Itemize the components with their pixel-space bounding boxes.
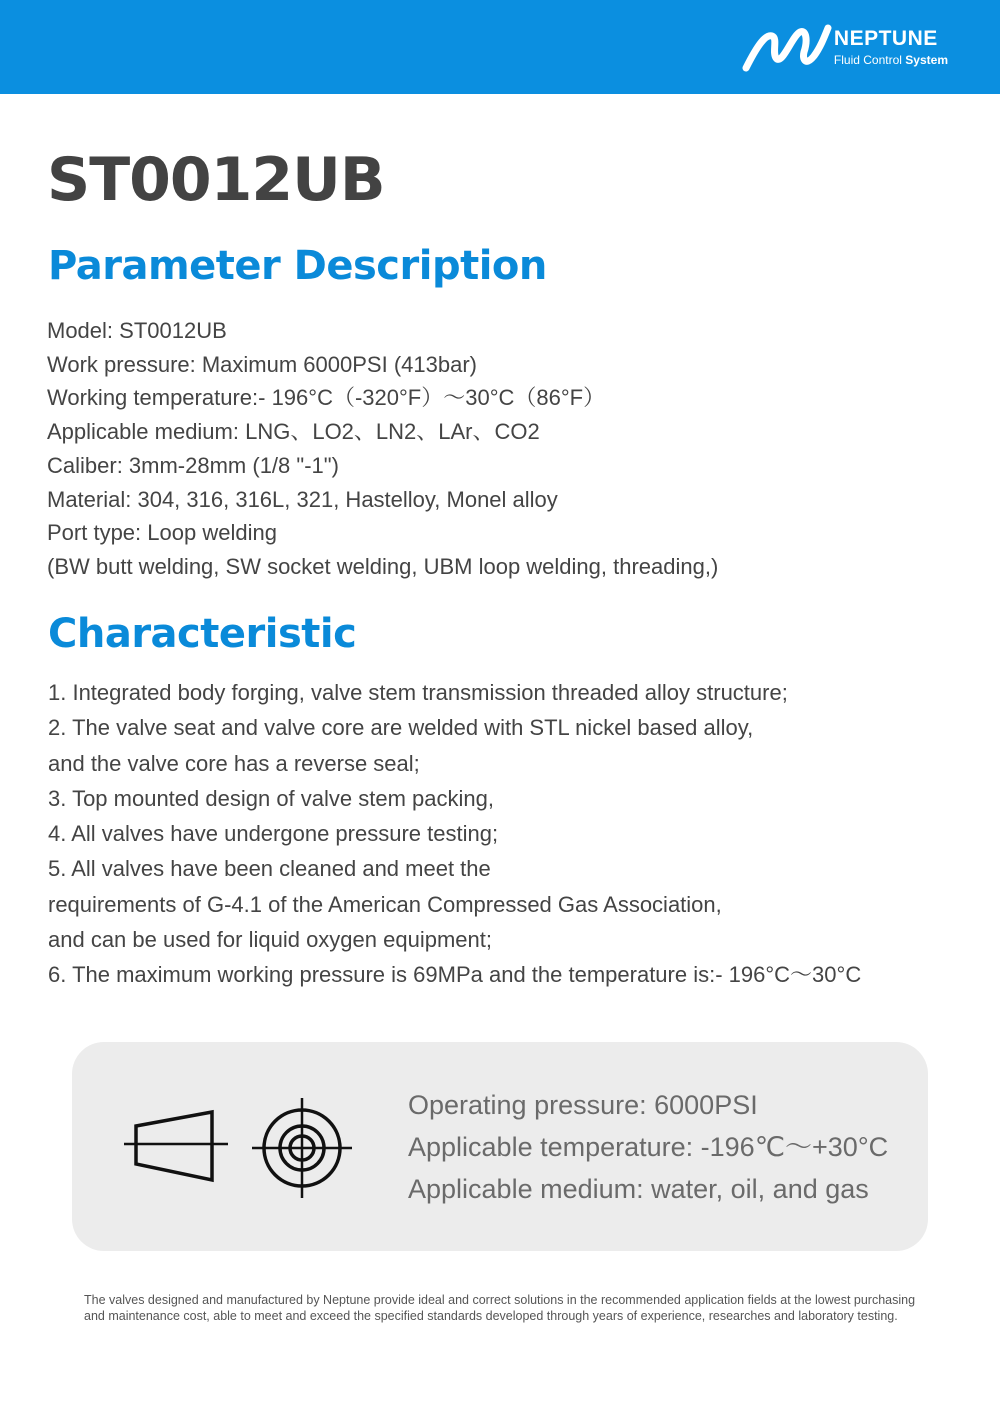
parameter-line: Material: 304, 316, 316L, 321, Hastelloy, Monel alloy	[47, 486, 558, 512]
parameter-line: Working temperature:- 196°C（-320°F）～30°C（86°F）	[47, 385, 606, 411]
parameter-line: Port type: Loop welding	[47, 520, 277, 546]
characteristic-list	[48, 675, 861, 993]
characteristic-line: 3. Top mounted design of valve stem packing,	[48, 785, 494, 811]
model-title: ST0012UB	[47, 145, 385, 215]
footnote: The valves designed and manufactured by Neptune provide ideal and correct solutions in the recommended application fields at the lowest purchasing and maintenance cost, able to meet and exceed the specified standards developed through years of experience, researches and laboratory testing.	[84, 1293, 916, 1323]
characteristic-line: and can be used for liquid oxygen equipment;	[48, 927, 492, 953]
characteristic-line: 2. The valve seat and valve core are welded with STL nickel based alloy,	[48, 715, 754, 741]
characteristic-line: 5. All valves have been cleaned and meet the	[48, 856, 491, 882]
brand-text	[834, 28, 948, 68]
characteristic-line: and the valve core has a reverse seal;	[48, 750, 420, 776]
spec-lines	[408, 1084, 888, 1210]
brand-tagline-bold: System	[905, 53, 948, 67]
parameter-heading: Parameter Description	[48, 243, 547, 289]
spec-panel	[72, 1042, 928, 1251]
parameter-line: Caliber: 3mm-28mm (1/8 "-1")	[47, 452, 339, 478]
neptune-n-logo-icon	[742, 22, 832, 74]
characteristic-line: requirements of G-4.1 of the American Compressed Gas Association,	[48, 891, 722, 917]
characteristic-line: 1. Integrated body forging, valve stem transmission threaded alloy structure;	[48, 680, 788, 705]
parameter-line: Work pressure: Maximum 6000PSI (413bar)	[47, 351, 477, 377]
parameter-line: Model: ST0012UB	[47, 318, 227, 343]
spec-line: Applicable temperature: -196℃～+30°C	[408, 1132, 889, 1162]
characteristic-heading: Characteristic	[48, 611, 357, 657]
brand-logo	[742, 22, 948, 74]
port-target-symbol-icon	[252, 1098, 352, 1198]
characteristic-line: 6. The maximum working pressure is 69MPa and the temperature is:- 196°C～30°C	[48, 962, 862, 988]
weld-end-symbol-icon	[124, 1106, 228, 1186]
characteristic-line: 4. All valves have undergone pressure testing;	[48, 821, 499, 847]
header-bar	[0, 0, 1000, 94]
parameter-line: Applicable medium: LNG、LO2、LN2、LAr、CO2	[47, 419, 540, 445]
brand-tagline	[834, 52, 948, 68]
brand-name: NEPTUNE	[833, 27, 938, 50]
parameter-line: (BW butt welding, SW socket welding, UBM loop welding, threading,)	[47, 553, 719, 579]
spec-line: Applicable medium: water, oil, and gas	[408, 1174, 869, 1204]
spec-line: Operating pressure: 6000PSI	[408, 1090, 758, 1120]
parameter-list	[47, 314, 718, 584]
brand-tagline-prefix: Fluid Control	[833, 53, 906, 67]
